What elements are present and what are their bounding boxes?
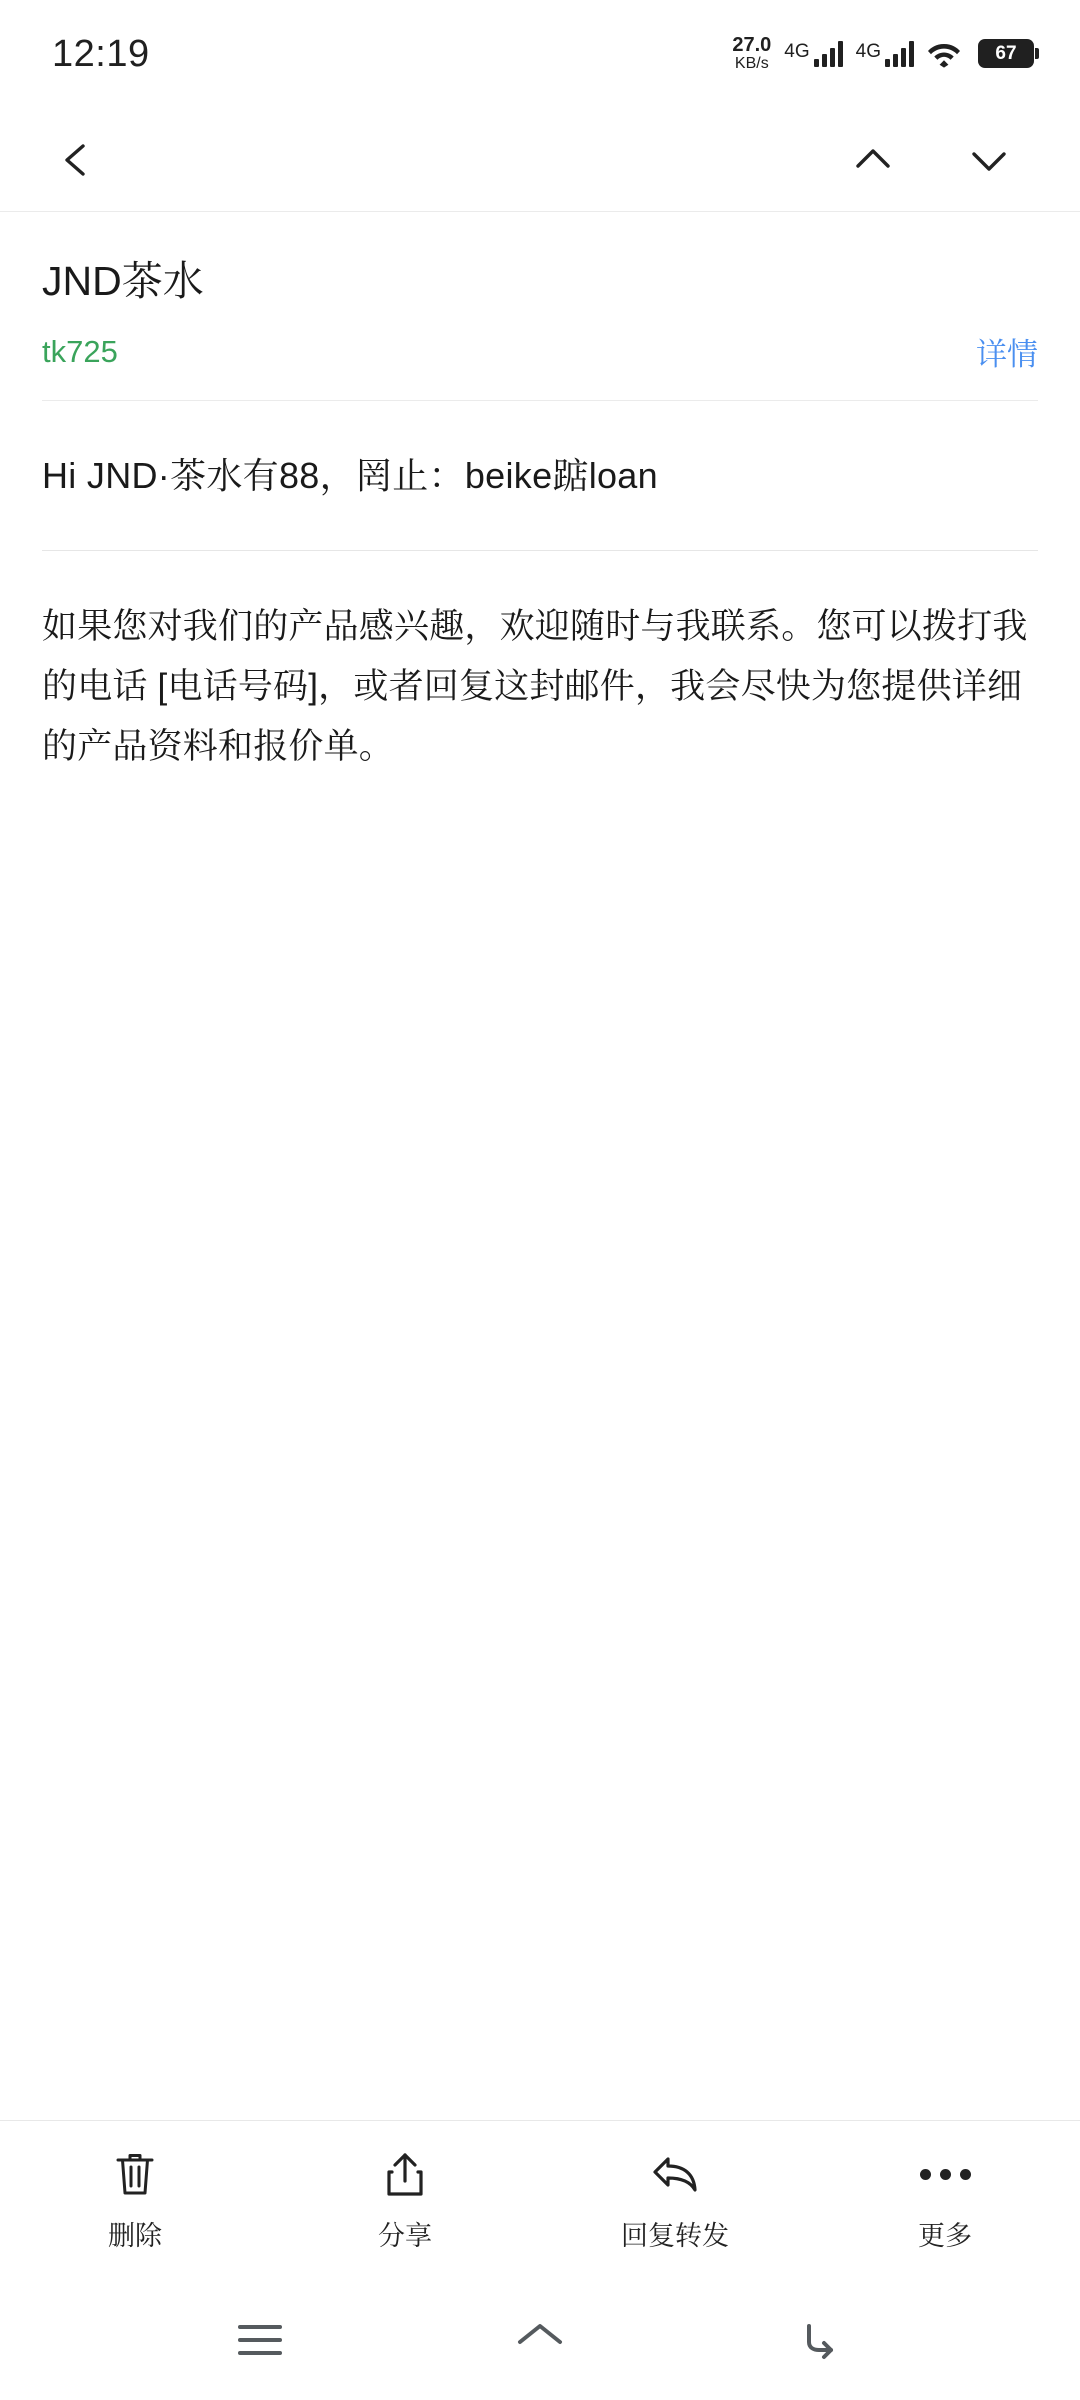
- back-arrow-icon: [797, 2316, 843, 2365]
- sim1-network-label: 4G: [784, 40, 810, 62]
- delete-button[interactable]: [0, 2148, 270, 2253]
- mail-paragraph: 如果您对我们的产品感兴趣，欢迎随时与我联系。您可以拨打我的电话 [电话号码]，或者回复这封邮件，我会尽快为您提供详细的产品资料和报价单。: [42, 606, 1028, 767]
- more-icon: [920, 2148, 971, 2200]
- menu-icon: [238, 2325, 282, 2355]
- more-label: 更多: [918, 2221, 972, 2251]
- delete-label: 删除: [108, 2221, 162, 2251]
- mail-body: [0, 401, 1080, 2120]
- battery-percent: 67: [995, 42, 1017, 64]
- share-icon: [383, 2148, 427, 2200]
- system-navigation-bar: [0, 2280, 1080, 2400]
- network-speed-unit: KB/s: [734, 55, 769, 73]
- action-bar: [0, 2120, 1080, 2280]
- network-speed-value: 27.0: [732, 34, 772, 57]
- sim2-bars-icon: [885, 41, 914, 67]
- mail-subject: JND茶水: [42, 258, 204, 304]
- sim1-bars-icon: [814, 41, 843, 67]
- network-speed-indicator: [732, 35, 771, 73]
- detail-link[interactable]: 详情: [976, 337, 1038, 373]
- reply-icon: [650, 2148, 700, 2200]
- reply-forward-label: 回复转发: [621, 2221, 729, 2251]
- wifi-icon: [927, 40, 961, 68]
- nav-right-group: [836, 123, 1026, 197]
- battery-icon: [978, 39, 1034, 68]
- mail-greeting: Hi JND·茶水有88，罔止：beike踮loan: [42, 401, 1038, 550]
- sim1-signal-icon: [784, 41, 842, 67]
- status-indicators: [732, 35, 1034, 73]
- status-clock: 12:19: [52, 32, 150, 75]
- status-bar: [0, 0, 1080, 108]
- app-nav-bar: [0, 108, 1080, 212]
- recents-button[interactable]: [215, 2295, 305, 2385]
- sim2-network-label: 4G: [855, 40, 881, 62]
- mail-header: [0, 212, 1080, 401]
- back-button[interactable]: [40, 123, 114, 197]
- sender-row: [42, 329, 1038, 401]
- previous-mail-button[interactable]: [836, 123, 910, 197]
- home-icon: [514, 2318, 566, 2363]
- home-button[interactable]: [495, 2295, 585, 2385]
- share-button[interactable]: [270, 2148, 540, 2253]
- reply-forward-button[interactable]: [540, 2148, 810, 2253]
- trash-icon: [113, 2148, 157, 2200]
- system-back-button[interactable]: [775, 2295, 865, 2385]
- next-mail-button[interactable]: [952, 123, 1026, 197]
- sim2-signal-icon: [856, 41, 914, 67]
- sender-name[interactable]: tk725: [42, 333, 118, 369]
- share-label: 分享: [378, 2221, 432, 2251]
- more-button[interactable]: [810, 2148, 1080, 2253]
